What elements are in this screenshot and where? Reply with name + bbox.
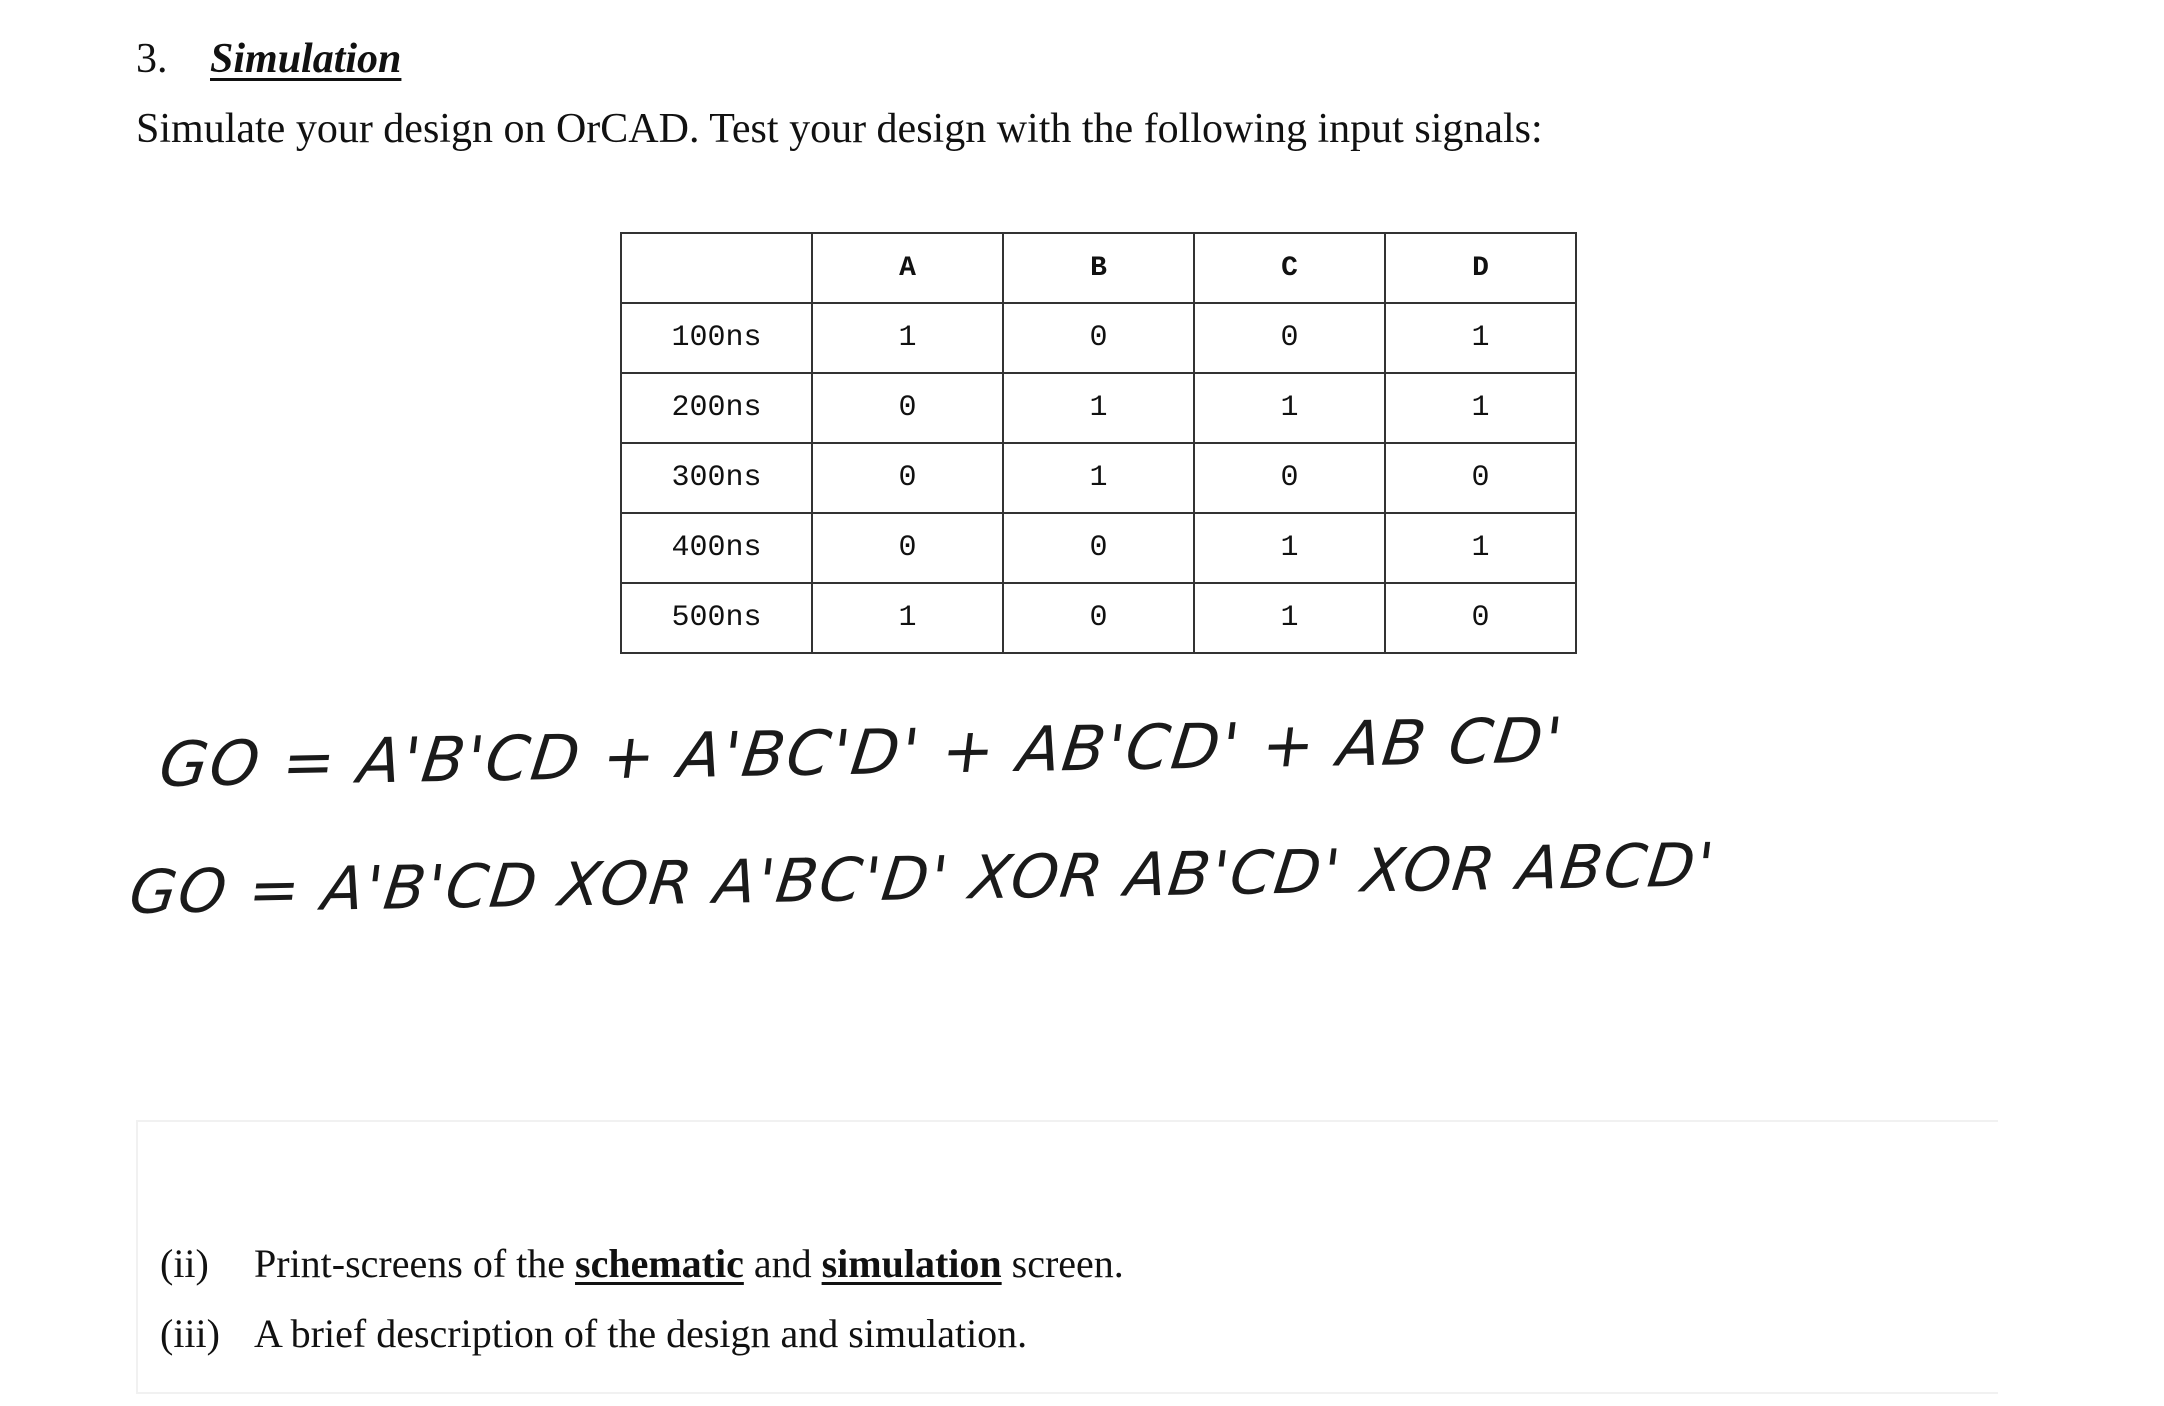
signal-b-cell: 0 — [1003, 303, 1194, 373]
requirement-marker: (ii) — [160, 1241, 209, 1286]
signal-d-cell: 0 — [1385, 583, 1576, 653]
section-number: 3. — [136, 36, 168, 82]
signal-a-cell: 0 — [812, 443, 1003, 513]
signal-c-cell: 0 — [1194, 303, 1385, 373]
section-heading — [136, 34, 401, 84]
time-cell: 500ns — [621, 583, 812, 653]
signal-c-cell: 1 — [1194, 373, 1385, 443]
signal-c-cell: 1 — [1194, 583, 1385, 653]
requirement-text: and — [743, 1241, 822, 1286]
time-cell: 400ns — [621, 513, 812, 583]
requirement-text: A brief description of the design and simulation. — [254, 1311, 1028, 1356]
table-row — [621, 583, 1576, 653]
signal-b-cell: 1 — [1003, 443, 1194, 513]
signal-d-cell: 1 — [1385, 373, 1576, 443]
signal-b-cell: 1 — [1003, 373, 1194, 443]
table-row — [621, 443, 1576, 513]
input-signal-table — [620, 232, 1577, 654]
signal-c-cell: 1 — [1194, 513, 1385, 583]
time-cell: 100ns — [621, 303, 812, 373]
handwritten-equation-sum: GO = A'B'CD + A'BC'D' + AB'CD' + AB CD' — [155, 703, 1569, 801]
requirement-text: screen. — [1001, 1241, 1124, 1286]
requirement-item-iii — [160, 1310, 1027, 1358]
signal-a-cell: 0 — [812, 513, 1003, 583]
signal-d-cell: 0 — [1385, 443, 1576, 513]
signal-a-cell: 1 — [812, 303, 1003, 373]
requirement-keyword-simulation: simulation — [821, 1241, 1002, 1286]
section-title: Simulation — [210, 36, 402, 82]
handwritten-equation-xor: GO = A'B'CD XOR A'BC'D' XOR AB'CD' XOR ABCD' — [125, 830, 1720, 928]
signal-d-cell: 1 — [1385, 303, 1576, 373]
requirement-item-ii — [160, 1240, 1124, 1288]
requirement-text: Print-screens of the — [254, 1241, 576, 1286]
table-header-cell — [621, 233, 812, 303]
signal-a-cell: 1 — [812, 583, 1003, 653]
signal-b-cell: 0 — [1003, 583, 1194, 653]
instruction-text: Simulate your design on OrCAD. Test your design with the following input signals: — [136, 106, 1543, 152]
table-header-cell: C — [1194, 233, 1385, 303]
time-cell: 300ns — [621, 443, 812, 513]
table-header-cell: A — [812, 233, 1003, 303]
signal-c-cell: 0 — [1194, 443, 1385, 513]
table-row — [621, 303, 1576, 373]
signal-a-cell: 0 — [812, 373, 1003, 443]
requirement-marker: (iii) — [160, 1311, 220, 1356]
table-header-row — [621, 233, 1576, 303]
table-row — [621, 373, 1576, 443]
signal-d-cell: 1 — [1385, 513, 1576, 583]
table-row — [621, 513, 1576, 583]
table-header-cell: B — [1003, 233, 1194, 303]
time-cell: 200ns — [621, 373, 812, 443]
table-header-cell: D — [1385, 233, 1576, 303]
signal-b-cell: 0 — [1003, 513, 1194, 583]
requirement-keyword-schematic: schematic — [575, 1241, 744, 1286]
